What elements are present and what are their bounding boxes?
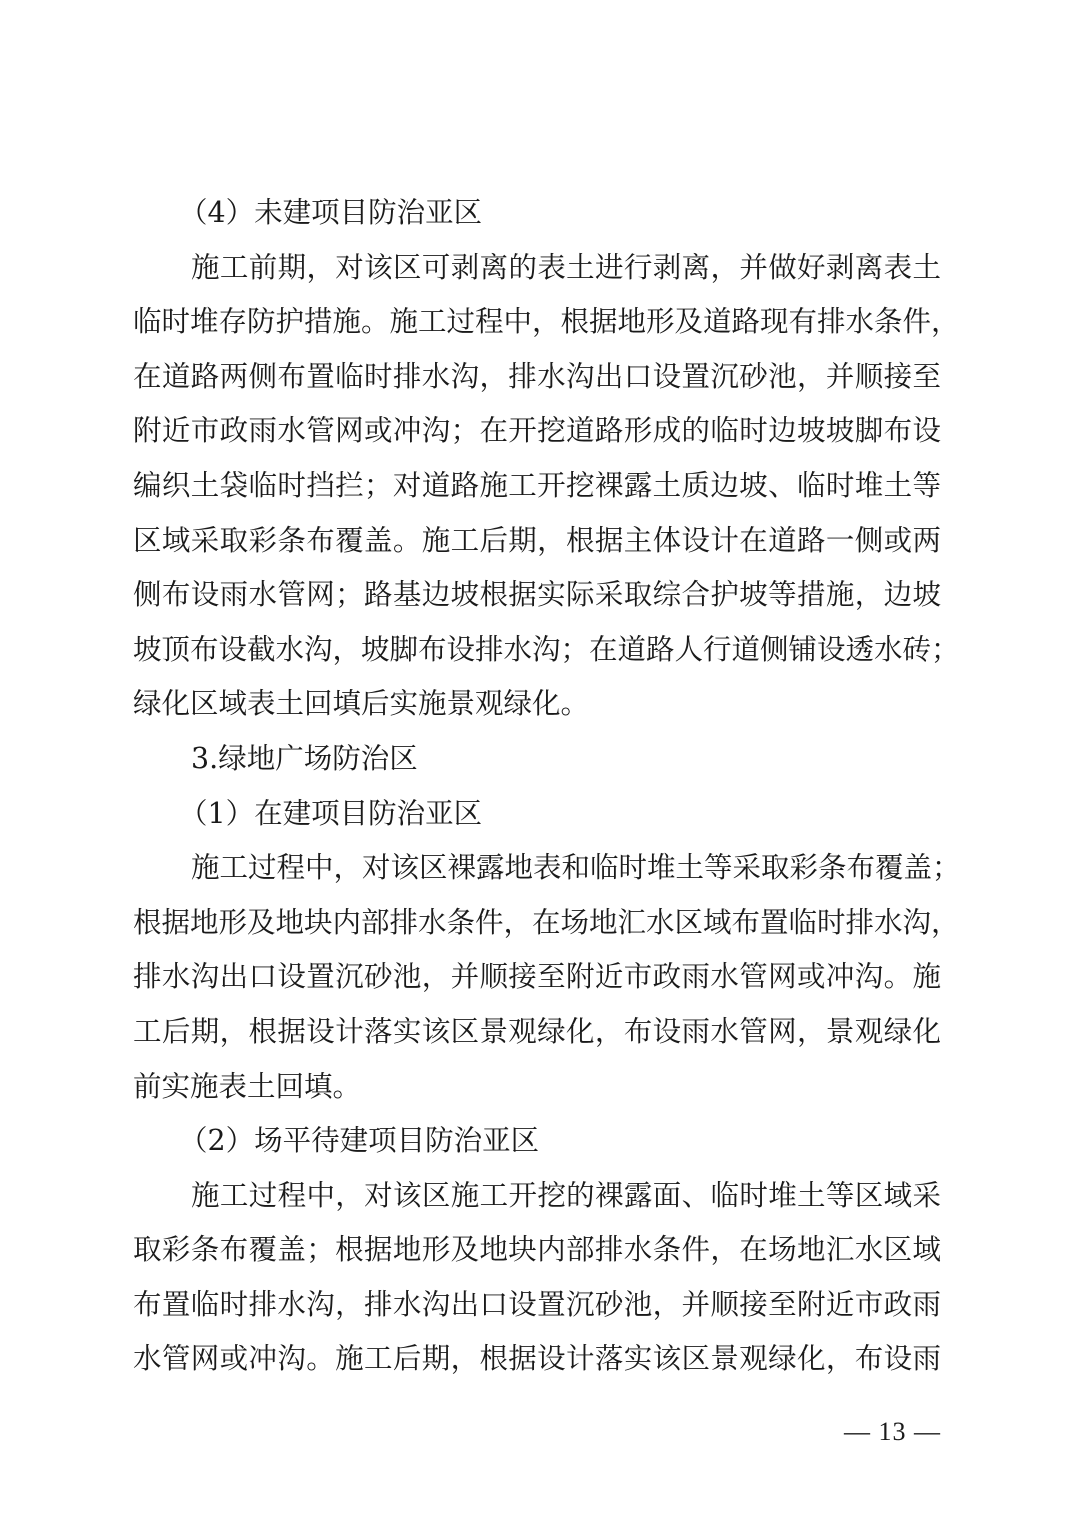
paragraph-line: 附近市政雨水管网或冲沟；在开挖道路形成的临时边坡坡脚布设	[133, 414, 941, 448]
paragraph-line: 施工过程中，对该区裸露地表和临时堆土等采取彩条布覆盖；	[191, 851, 961, 885]
paragraph-line: 布置临时排水沟，排水沟出口设置沉砂池，并顺接至附近市政雨	[133, 1287, 941, 1321]
paragraph	[133, 1169, 941, 1387]
paragraph	[133, 841, 961, 1114]
paragraph-line: 取彩条布覆盖；根据地形及地块内部排水条件，在场地汇水区域	[133, 1233, 941, 1267]
document-body	[133, 186, 961, 1387]
paragraph-line: 前实施表土回填。	[133, 1069, 362, 1103]
paragraph-line: 排水沟出口设置沉砂池，并顺接至附近市政雨水管网或冲沟。施	[133, 960, 941, 994]
paragraph-line: 侧布设雨水管网；路基边坡根据实际采取综合护坡等措施，边坡	[133, 578, 941, 612]
paragraph-line: 水管网或冲沟。施工后期，根据设计落实该区景观绿化，布设雨	[133, 1342, 941, 1376]
section-heading: （2）场平待建项目防治亚区	[179, 1124, 540, 1158]
paragraph-line: 根据地形及地块内部排水条件，在场地汇水区域布置临时排水沟，	[133, 905, 960, 939]
paragraph-line: 坡顶布设截水沟，坡脚布设排水沟；在道路人行道侧铺设透水砖；	[133, 632, 960, 666]
paragraph-line: 工后期，根据设计落实该区景观绿化，布设雨水管网，景观绿化	[133, 1014, 941, 1048]
paragraph-line: 绿化区域表土回填后实施景观绿化。	[133, 687, 590, 721]
section-heading: （4）未建项目防治亚区	[179, 196, 483, 229]
paragraph-line: 临时堆存防护措施。施工过程中，根据地形及道路现有排水条件，	[133, 305, 960, 339]
page-number: — 13 —	[844, 1417, 941, 1446]
section-heading: 3.绿地广场防治区	[191, 741, 418, 775]
paragraph-line: 施工前期，对该区可剥离的表土进行剥离，并做好剥离表土	[191, 250, 941, 284]
paragraph-line: 区域采取彩条布覆盖。施工后期，根据主体设计在道路一侧或两	[133, 523, 941, 557]
paragraph	[133, 241, 960, 732]
paragraph-line: 编织土袋临时挡拦；对道路施工开挖裸露土质边坡、临时堆土等	[133, 468, 941, 502]
section-heading: （1）在建项目防治亚区	[179, 796, 483, 830]
paragraph-line: 施工过程中，对该区施工开挖的裸露面、临时堆土等区域采	[191, 1178, 941, 1212]
paragraph-line: 在道路两侧布置临时排水沟，排水沟出口设置沉砂池，并顺接至	[133, 359, 941, 393]
